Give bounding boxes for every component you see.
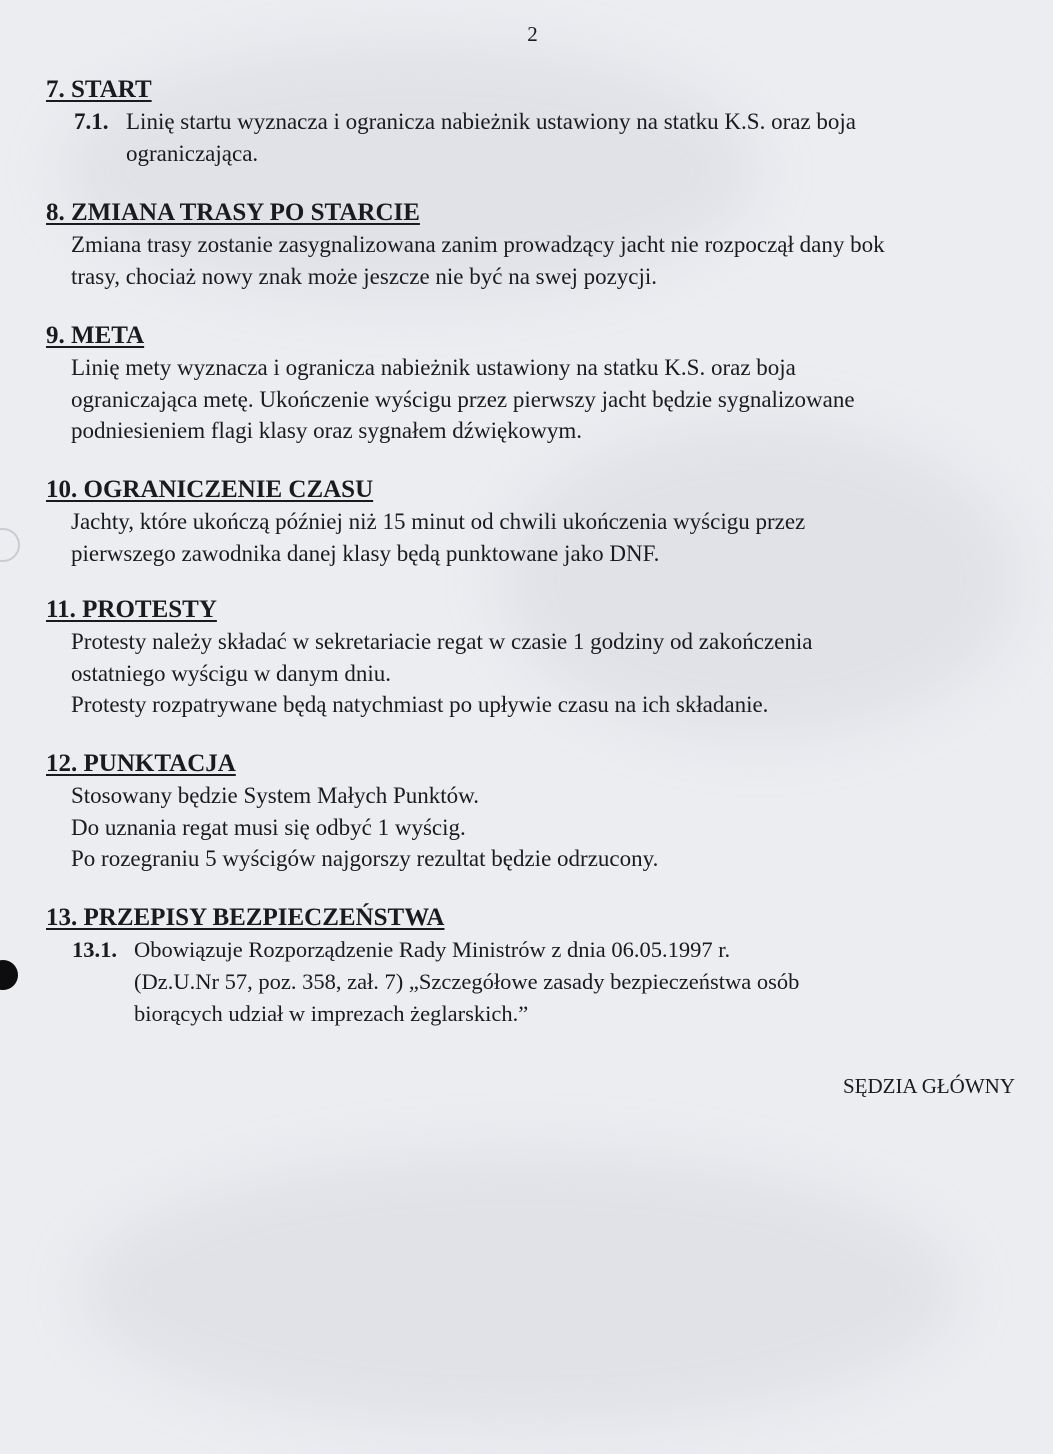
paragraph-line: trasy, chociaż nowy znak może jeszcze nie być na swej pozycji.: [71, 263, 658, 289]
section-course-change: [46, 197, 1021, 292]
paragraph-line: biorących udział w imprezach żeglarskich.”: [134, 1001, 529, 1026]
point-number: 7.1.: [74, 109, 109, 134]
section-heading: 13. PRZEPISY BEZPIECZEŃSTWA: [46, 904, 445, 931]
section-heading: 8. ZMIANA TRASY PO STARCIE: [46, 199, 420, 226]
paragraph-line: Po rozegraniu 5 wyścigów najgorszy rezultat będzie odrzucony.: [71, 846, 659, 871]
paragraph-line: Linię startu wyznacza i ogranicza nabieżnik ustawiony na statku K.S. oraz boja: [126, 109, 856, 134]
paragraph-line: Protesty rozpatrywane będą natychmiast po upływie czasu na ich składanie.: [71, 692, 769, 717]
section-scoring: [46, 748, 1021, 875]
section-safety: [46, 902, 1021, 1030]
numbered-point: [72, 934, 1021, 1030]
paragraph-line: Protesty należy składać w sekretariacie regat w czasie 1 godziny od zakończenia: [71, 629, 813, 654]
section-heading: 12. PUNKTACJA: [46, 750, 236, 777]
section-heading: 7. START: [46, 76, 152, 103]
punch-hole-mark: [0, 528, 20, 562]
paragraph-line: ograniczająca metę. Ukończenie wyścigu przez pierwszy jacht będzie sygnalizowane: [71, 386, 855, 412]
paragraph-line: ograniczająca.: [126, 141, 259, 166]
page-number: 2: [527, 22, 538, 46]
point-number: 13.1.: [72, 937, 117, 962]
section-heading: 11. PROTESTY: [46, 596, 217, 623]
paragraph-line: Obowiązuje Rozporządzenie Rady Ministrów z dnia 06.05.1997 r.: [134, 937, 731, 962]
section-heading: 10. OGRANICZENIE CZASU: [46, 476, 374, 503]
signature-label: SĘDZIA GŁÓWNY: [842, 1074, 1015, 1098]
paragraph-line: (Dz.U.Nr 57, poz. 358, zał. 7) „Szczegółowe zasady bezpieczeństwa osób: [134, 969, 800, 994]
paragraph-line: podniesieniem flagi klasy oraz sygnałem dźwiękowym.: [71, 418, 582, 443]
paragraph-line: Stosowany będzie System Małych Punktów.: [71, 783, 480, 808]
section-protests: [46, 594, 1021, 721]
paragraph-line: ostatniego wyścigu w danym dniu.: [71, 660, 392, 686]
section-heading: 9. META: [46, 322, 145, 349]
section-finish: [46, 320, 1021, 447]
paragraph-line: Do uznania regat musi się odbyć 1 wyścig.: [71, 814, 466, 840]
paper-shading: [80, 1150, 960, 1430]
section-start: [46, 74, 1021, 170]
paragraph-line: Linię mety wyznacza i ogranicza nabieżnik ustawiony na statku K.S. oraz boja: [71, 355, 796, 380]
punch-hole-mark: [0, 960, 18, 990]
numbered-point: [74, 106, 1021, 170]
paragraph-line: Jachty, które ukończą później niż 15 minut od chwili ukończenia wyścigu przez: [71, 509, 806, 534]
section-time-limit: [46, 474, 1021, 569]
paragraph-line: Zmiana trasy zostanie zasygnalizowana zanim prowadzący jacht nie rozpoczął dany bok: [71, 232, 885, 257]
paragraph-line: pierwszego zawodnika danej klasy będą punktowane jako DNF.: [71, 540, 660, 566]
